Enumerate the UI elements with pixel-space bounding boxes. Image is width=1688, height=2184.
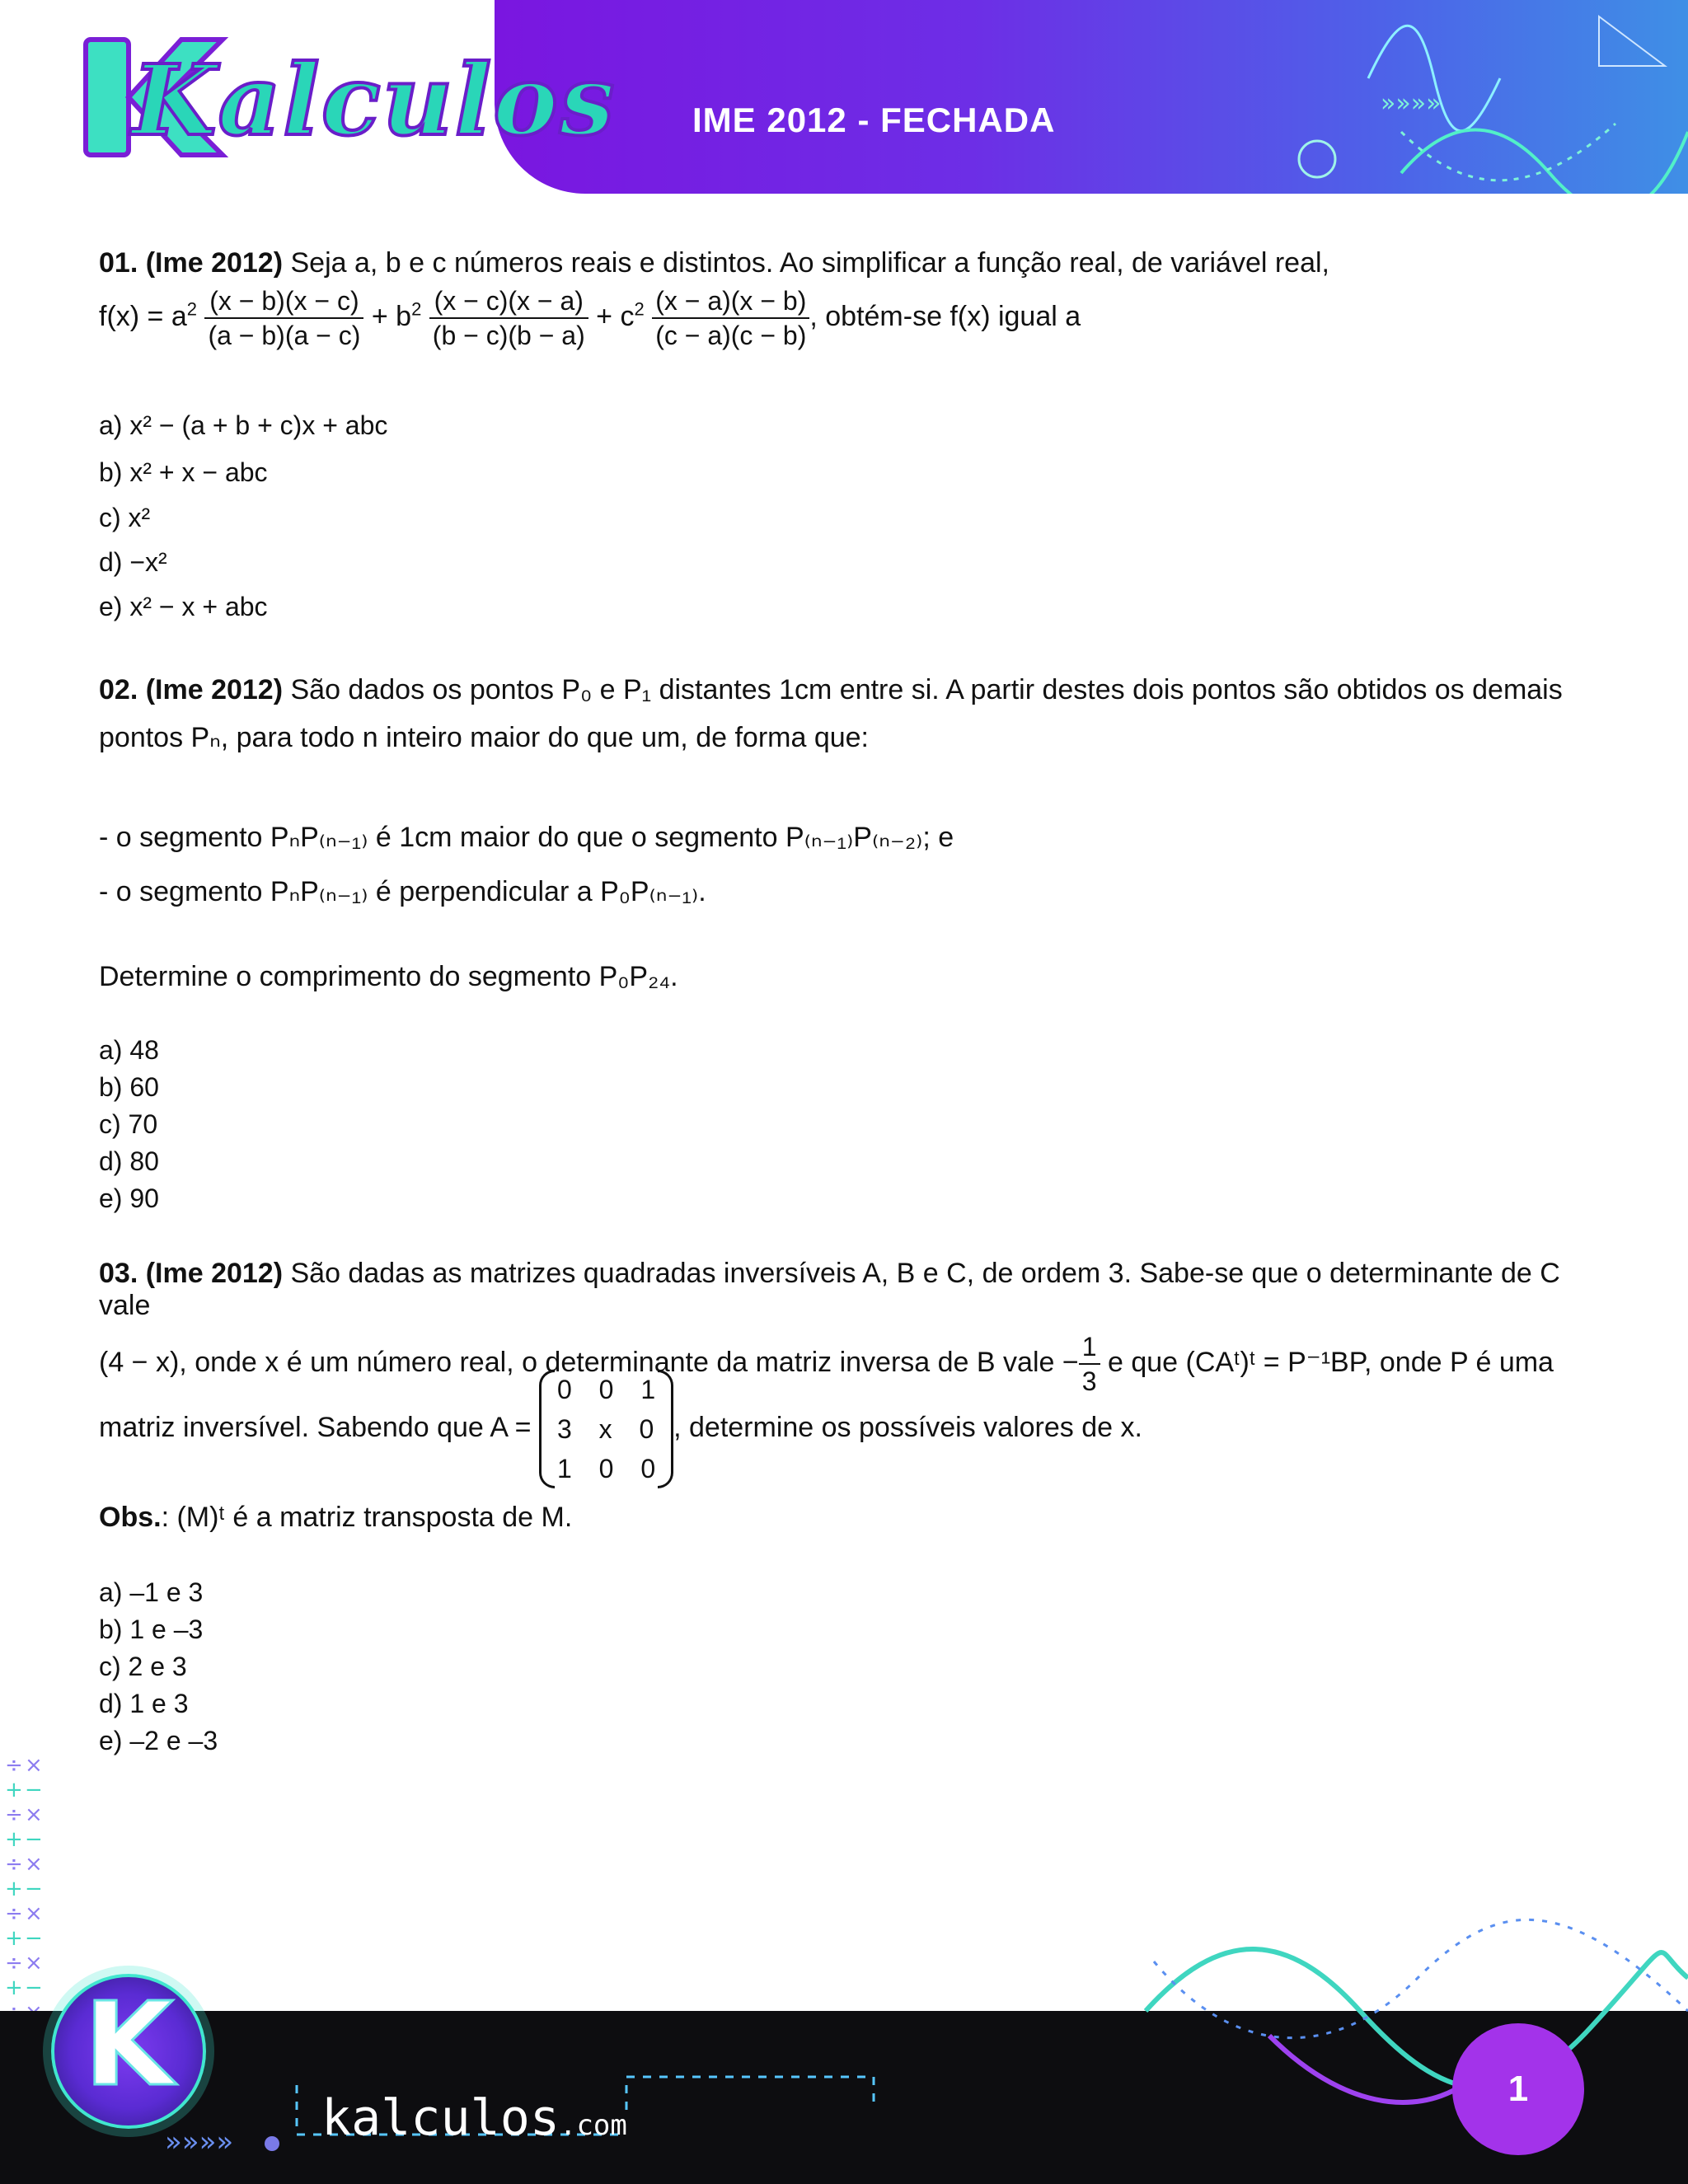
fraction-2: $\frac{(x - c)(x - a)}{(b - c)(b - a)}$ [429,284,588,352]
svg-text:×: × [25,1951,43,1975]
question-1-formula: $f(x) = a^2$ $\frac{(x - b)(x - c)}{(a - b)(a - c)}$ + $b^2$ $\frac{(x - c)(x - a)}{(b - c)(b - a)}$ + $c^2$ $\frac{(x - a)(x - b)}{(c - a)(c - b)}$ , obtém-se f(x) igual a [99,286,1081,350]
question-2-line2: pontos Pₙ, para todo n inteiro maior do que um, de forma que: [99,722,869,753]
svg-text:»»»»: »»»» [1381,89,1442,118]
k-badge-letter: K [84,1978,174,2112]
matrix-row: 1 0 0 [556,1454,656,1483]
svg-text:+: + [5,1827,23,1852]
question-1-text: Seja a, b e c números reais e distintos. Ao simplificar a função real, de variável real, [290,247,1329,279]
svg-text:»»»»: »»»» [165,2125,234,2158]
svg-text:+: + [5,1926,23,1951]
question-2-condition-1: - o segmento PₙP₍ₙ₋₁₎ é 1cm maior do que o segmento P₍ₙ₋₁₎P₍ₙ₋₂₎; e [99,822,954,853]
svg-text:−: − [25,1778,43,1802]
matrix-row: 0 0 1 [556,1375,656,1404]
q1-option-c: c) x² [99,503,151,532]
q2-option-a: a) 48 [99,1035,159,1065]
svg-text:×: × [25,1852,43,1877]
question-2-line1: 02. (Ime 2012) São dados os pontos P₀ e P₁ distantes 1cm entre si. A partir destes dois pontos são obtidos os demais [99,674,1563,705]
footer-wave-decoration [0,1912,1688,2184]
question-1-heading: 01. (Ime 2012) [99,247,284,279]
svg-text:÷: ÷ [5,1852,23,1877]
svg-text:−: − [25,1877,43,1901]
svg-text:+: + [5,1778,23,1802]
q3-option-b: b) 1 e –3 [99,1615,204,1644]
logo-text: Kalculos [132,43,617,157]
page-header [0,0,1688,194]
q1-option-a: a) x² − (a + b + c)x + abc [99,410,388,440]
svg-text:+: + [5,1975,23,2000]
q2-option-d: d) 80 [99,1146,159,1176]
question-1 [99,247,1589,352]
svg-text:÷: ÷ [5,1901,23,1926]
page-number: 1 [1452,2023,1584,2155]
svg-text:−: − [25,1926,43,1951]
q1-option-b: b) x² + x − abc [99,457,268,487]
q3-option-d: d) 1 e 3 [99,1689,189,1718]
question-3-line2: (4 − x), onde x é um número real, o determinante da matriz inversa de B vale − $\frac{1}{3}$ e que (CAᵗ)ᵗ = P⁻¹BP, onde P é uma [99,1332,1554,1396]
matrix-row: 3 x 0 [556,1414,654,1444]
formula-tail: obtém-se f(x) igual a [825,300,1081,332]
svg-text:×: × [25,1802,43,1827]
q2-option-e: e) 90 [99,1183,159,1213]
svg-text:×: × [25,1901,43,1926]
question-1-intro [99,247,1589,279]
question-3-line1: 03. (Ime 2012) São dadas as matrizes quadradas inversíveis A, B e C, de ordem 3. Sabe-se que o determinante de C vale [99,1258,1560,1321]
svg-text:÷: ÷ [5,1802,23,1827]
q3-option-c: c) 2 e 3 [99,1652,187,1681]
q3-option-e: e) –2 e –3 [99,1726,218,1755]
svg-text:−: − [25,1975,43,2000]
question-3-matrix-line: matriz inversível. Sabendo que A = 0 0 1 3 x 0 1 0 0 , determine os possíveis valores de x. [99,1370,1589,1488]
question-2-condition-2: - o segmento PₙP₍ₙ₋₁₎ é perpendicular a P₀P₍ₙ₋₁₎. [99,876,706,907]
q2-option-b: b) 60 [99,1072,159,1102]
matrix-a [539,1370,673,1488]
formula-lhs: f(x) = a [99,300,187,332]
question-2-heading: 02. (Ime 2012) [99,674,284,705]
q3-option-a: a) –1 e 3 [99,1577,204,1607]
document-title: IME 2012 - FECHADA [692,101,1056,139]
fraction-3: $\frac{(x - a)(x - b)}{(c - a)(c - b)}$ [652,284,809,352]
svg-text:−: − [25,1827,43,1852]
question-3-obs: Obs.: (M)ᵗ é a matriz transposta de M. [99,1502,573,1533]
q1-option-e: e) x² − x + abc [99,592,268,621]
svg-text:÷: ÷ [5,1951,23,1975]
svg-text:÷: ÷ [5,1753,23,1778]
svg-text:×: × [25,1753,43,1778]
q1-option-d: d) −x² [99,547,167,577]
footer-website: kalculos.com [321,2089,627,2147]
q2-option-c: c) 70 [99,1109,158,1139]
question-2-ask: Determine o comprimento do segmento P₀P₂₄. [99,961,678,992]
svg-text:+: + [5,1877,23,1901]
question-3-heading: 03. (Ime 2012) [99,1258,284,1289]
question-2 [99,674,1589,754]
fraction-1: $\frac{(x - b)(x - c)}{(a - b)(a - c)}$ [204,284,363,352]
fraction-one-third: $\frac{1}{3}$ [1079,1330,1100,1398]
